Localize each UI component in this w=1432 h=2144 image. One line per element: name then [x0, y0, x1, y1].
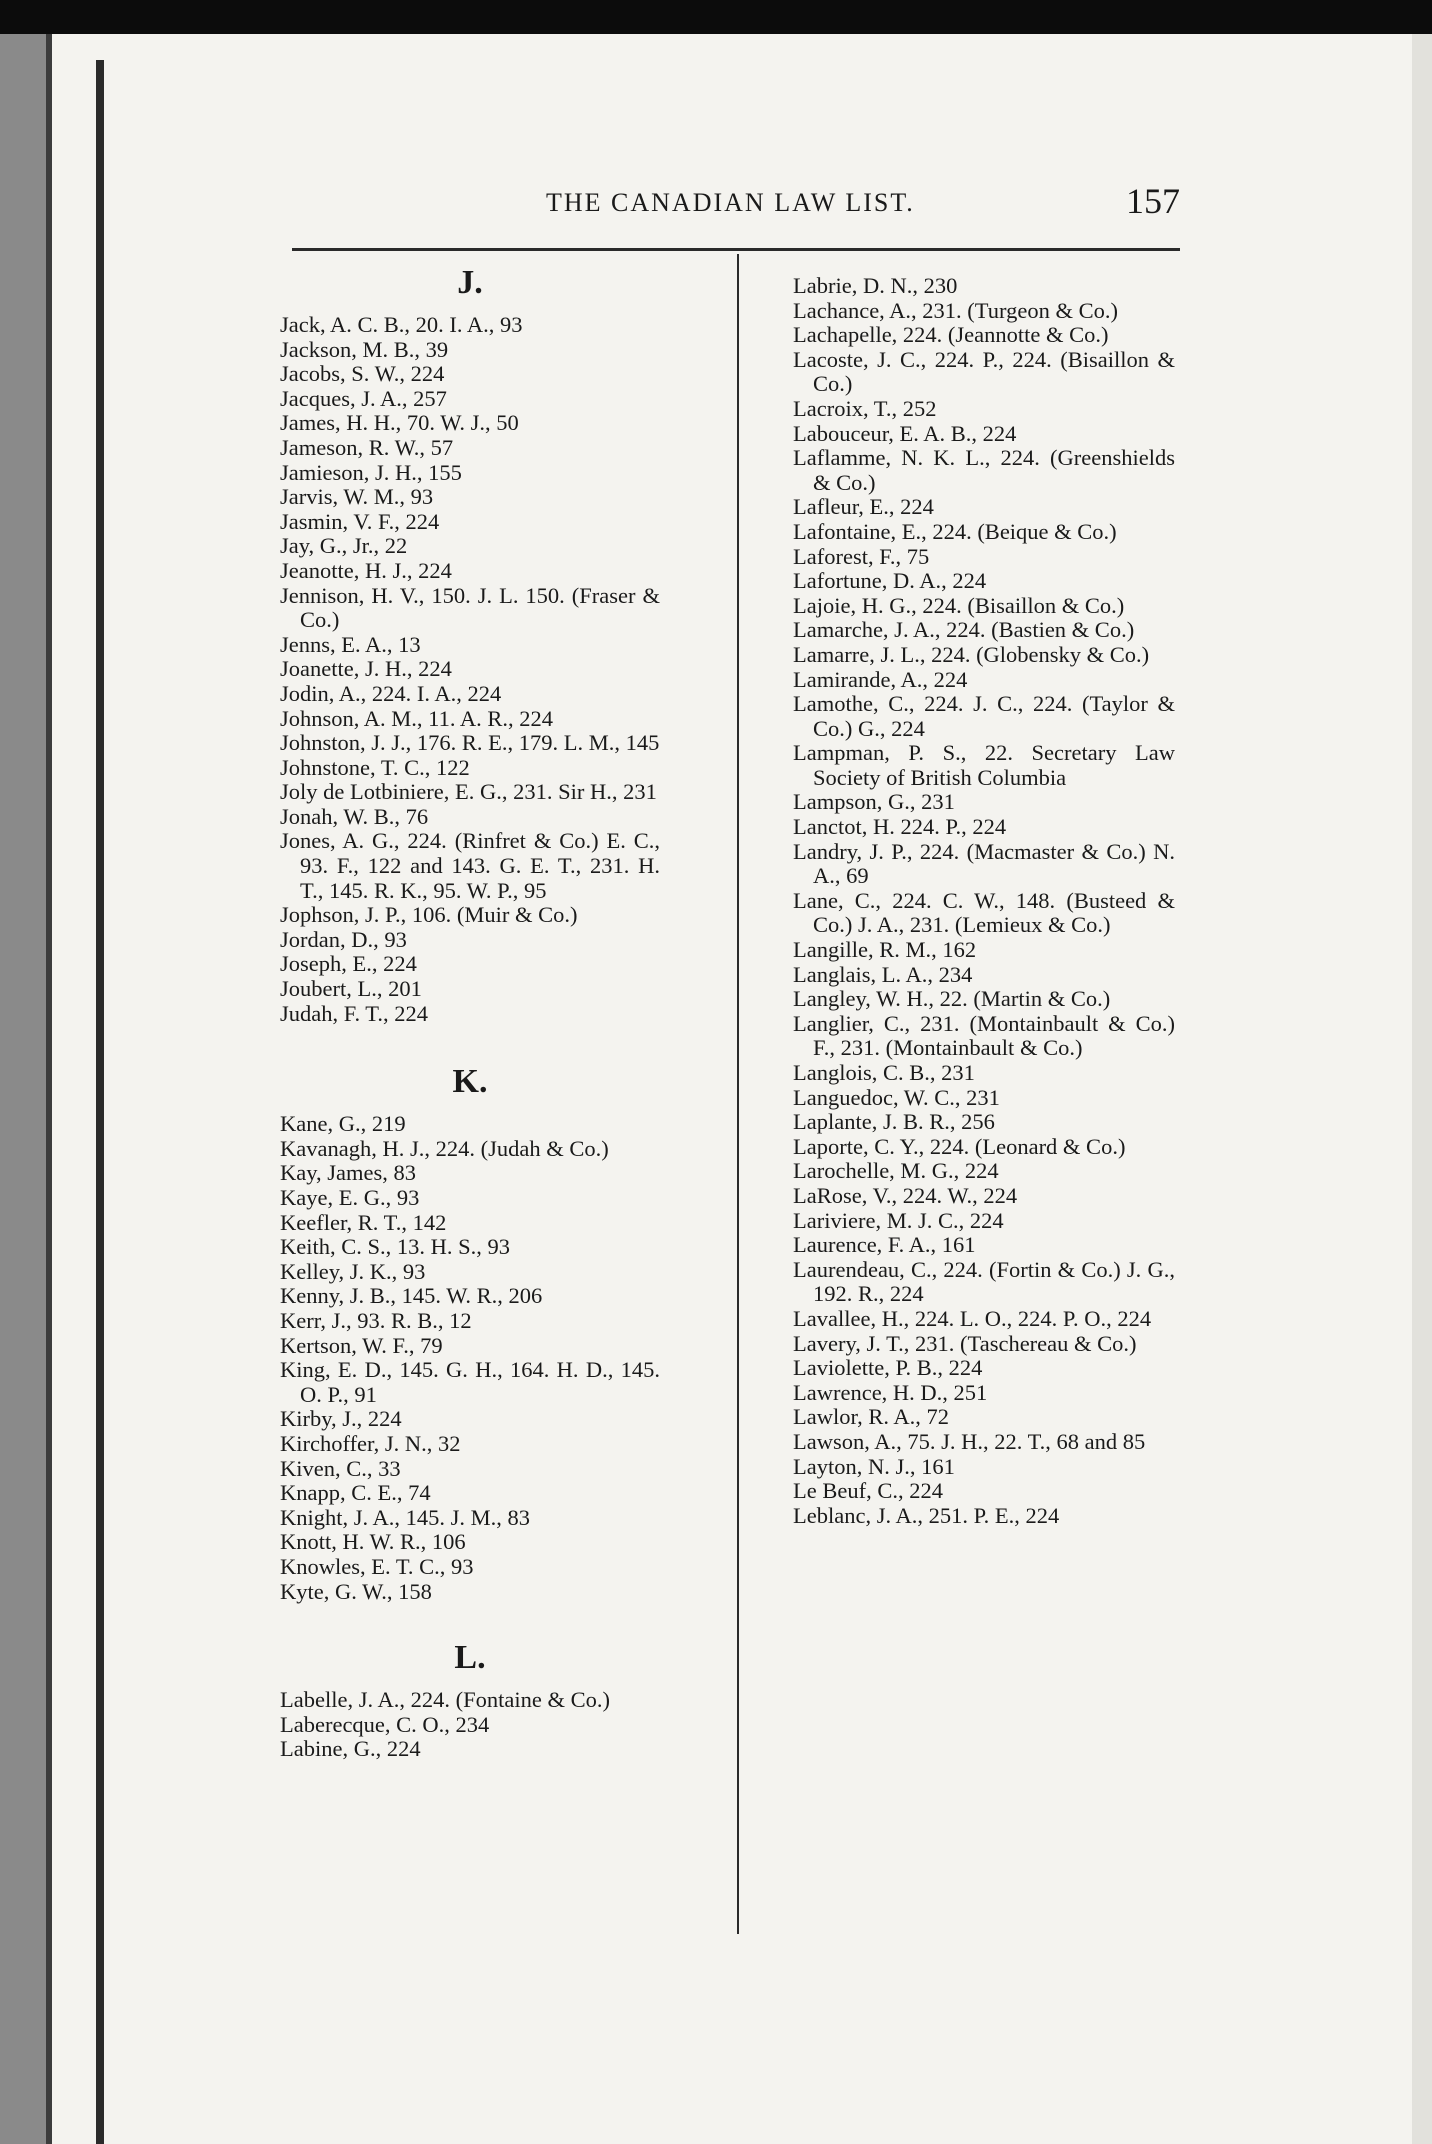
index-entry: Lacroix, T., 252 — [793, 395, 937, 421]
page-number: 157 — [1126, 181, 1180, 221]
index-entry: Langlois, C. B., 231 — [793, 1060, 975, 1085]
index-entry: King, E. D., 145. G. H., 164. H. D., 145. O. P., 91 — [280, 1357, 660, 1407]
index-entry: Joseph, E., 224 — [280, 951, 417, 977]
index-entry: Keefler, R. T., 142 — [280, 1209, 447, 1235]
page-right-shade — [1412, 34, 1432, 2144]
book-spine — [0, 34, 46, 2144]
index-entry: Laplante, J. B. R., 256 — [793, 1109, 995, 1135]
index-entry: Jenns, E. A., 13 — [280, 631, 421, 657]
index-entry: Lariviere, M. J. C., 224 — [793, 1207, 1004, 1233]
index-entry: Jameson, R. W., 57 — [280, 434, 454, 460]
spine-edge — [46, 34, 52, 2144]
index-entry: Kelley, J. K., 93 — [280, 1258, 426, 1284]
index-entry: Laberecque, C. O., 234 — [280, 1711, 490, 1737]
index-entry: Jennison, H. V., 150. J. L. 150. (Fraser & Co.) — [280, 582, 660, 633]
index-entry: Laflamme, N. K. L., 224. (Greenshields & Co.) — [793, 445, 1175, 495]
index-entry: Labouceur, E. A. B., 224 — [793, 420, 1017, 446]
index-entry: Lampson, G., 231 — [793, 789, 955, 815]
header-rule — [292, 248, 1180, 251]
index-entry: Jones, A. G., 224. (Rinfret & Co.) E. C., 93. F., 122 and 143. G. E. T., 231. H. T., 145. R. K., 95. W. P., 95 — [280, 828, 660, 903]
index-entry: Kavanagh, H. J., 224. (Judah & Co.) — [280, 1135, 609, 1161]
index-entry: Joubert, L., 201 — [280, 976, 422, 1002]
index-entry: Jonah, W. B., 76 — [280, 803, 429, 829]
index-entry: Kiven, C., 33 — [280, 1455, 401, 1481]
index-entry: Lachapelle, 224. (Jeannotte & Co.) — [793, 322, 1109, 348]
index-entry: Jackson, M. B., 39 — [280, 336, 449, 362]
index-entry: Knapp, C. E., 74 — [280, 1480, 431, 1506]
index-entry: Lafleur, E., 224 — [793, 494, 934, 520]
index-entry: Le Beuf, C., 224 — [793, 1478, 943, 1504]
index-entry: Johnstone, T. C., 122 — [280, 754, 470, 780]
index-entry: Labine, G., 224 — [280, 1736, 421, 1762]
index-entry: Languedoc, W. C., 231 — [793, 1084, 1000, 1110]
index-entry: Knowles, E. T. C., 93 — [280, 1553, 474, 1579]
index-entry: Judah, F. T., 224 — [280, 1000, 428, 1026]
index-entry: Jordan, D., 93 — [280, 926, 407, 952]
index-entry: Lachance, A., 231. (Turgeon & Co.) — [793, 297, 1118, 323]
column-divider — [737, 254, 739, 1934]
index-entry: Langley, W. H., 22. (Martin & Co.) — [793, 986, 1111, 1012]
index-entry: Langlais, L. A., 234 — [793, 961, 973, 987]
index-entry: Lamothe, C., 224. J. C., 224. (Taylor & Co.) G., 224 — [793, 691, 1175, 741]
index-entry: Kirchoffer, J. N., 32 — [280, 1430, 461, 1456]
index-entry: Lanctot, H. 224. P., 224 — [793, 814, 1007, 840]
section-letter-heading: K. — [452, 1063, 488, 1101]
running-title: THE CANADIAN LAW LIST. — [546, 188, 915, 217]
index-entry: Kane, G., 219 — [280, 1111, 406, 1137]
index-entry: Jodin, A., 224. I. A., 224 — [280, 680, 502, 706]
page-header — [290, 181, 1190, 226]
index-entry: Labrie, D. N., 230 — [793, 273, 958, 298]
index-entry: Laurendeau, C., 224. (Fortin & Co.) J. G., 192. R., 224 — [793, 1256, 1175, 1307]
index-entry: Johnson, A. M., 11. A. R., 224 — [280, 705, 553, 731]
index-entry: Knight, J. A., 145. J. M., 83 — [280, 1504, 531, 1530]
index-entry: Johnston, J. J., 176. R. E., 179. L. M., 145 — [280, 730, 660, 756]
entry-list — [280, 313, 660, 1026]
index-entry: Langille, R. M., 162 — [793, 937, 977, 963]
index-entry: LaRose, V., 224. W., 224 — [793, 1182, 1018, 1208]
entry-list — [280, 1112, 660, 1604]
index-entry: Jeanotte, H. J., 224 — [280, 557, 452, 583]
index-entry: Kyte, G. W., 158 — [280, 1578, 432, 1604]
index-entry: Lane, C., 224. C. W., 148. (Busteed & Co.) J. A., 231. (Lemieux & Co.) — [793, 887, 1175, 938]
index-entry: Larochelle, M. G., 224 — [793, 1158, 999, 1184]
section-letter-heading: J. — [457, 264, 483, 301]
index-entry: Lawson, A., 75. J. H., 22. T., 68 and 85 — [793, 1428, 1146, 1454]
page-gutter-edge — [96, 60, 104, 2144]
index-entry: Kertson, W. F., 79 — [280, 1332, 443, 1358]
index-entry: Jophson, J. P., 106. (Muir & Co.) — [280, 902, 578, 928]
index-entry: Jacobs, S. W., 224 — [280, 361, 445, 387]
index-entry: Kirby, J., 224 — [280, 1406, 402, 1432]
index-entry: Lamirande, A., 224 — [793, 666, 968, 692]
index-entry: Lavery, J. T., 231. (Taschereau & Co.) — [793, 1330, 1137, 1356]
index-entry: Langlier, C., 231. (Montainbault & Co.) F., 231. (Montainbault & Co.) — [793, 1010, 1175, 1061]
index-entry: Kaye, E. G., 93 — [280, 1185, 420, 1210]
entry-list — [280, 1688, 660, 1762]
section-letter-heading: L. — [454, 1639, 486, 1677]
index-entry: Jacques, J. A., 257 — [280, 385, 447, 411]
index-entry: Lawrence, H. D., 251 — [793, 1379, 988, 1405]
index-entry: Laviolette, P. B., 224 — [793, 1355, 983, 1381]
index-entry: Laporte, C. Y., 224. (Leonard & Co.) — [793, 1133, 1126, 1159]
index-entry: Lamarre, J. L., 224. (Globensky & Co.) — [793, 641, 1150, 667]
right-column — [793, 274, 1175, 1528]
index-entry: Lavallee, H., 224. L. O., 224. P. O., 224 — [793, 1305, 1152, 1331]
index-entry: Jasmin, V. F., 224 — [280, 508, 440, 534]
index-entry: Lafontaine, E., 224. (Beique & Co.) — [793, 518, 1117, 544]
left-column — [280, 255, 660, 1762]
index-entry: Joanette, J. H., 224 — [280, 656, 452, 682]
index-entry: Jarvis, W. M., 93 — [280, 484, 434, 510]
index-entry: Jamieson, J. H., 155 — [280, 459, 462, 485]
index-entry: Lamarche, J. A., 224. (Bastien & Co.) — [793, 617, 1135, 643]
index-entry: Lampman, P. S., 22. Secretary Law Society of British Columbia — [793, 740, 1175, 790]
index-entry: Lacoste, J. C., 224. P., 224. (Bisaillon & Co.) — [793, 346, 1175, 397]
index-entry: Lajoie, H. G., 224. (Bisaillon & Co.) — [793, 592, 1125, 618]
index-entry: Leblanc, J. A., 251. P. E., 224 — [793, 1502, 1060, 1528]
index-entry: Lafortune, D. A., 224 — [793, 568, 987, 594]
index-entry: Kay, James, 83 — [280, 1160, 417, 1186]
index-entry: Layton, N. J., 161 — [793, 1453, 955, 1479]
index-entry: Joly de Lotbiniere, E. G., 231. Sir H., 231 — [280, 779, 657, 805]
scan-top-border — [0, 0, 1432, 34]
index-entry: Labelle, J. A., 224. (Fontaine & Co.) — [280, 1687, 610, 1713]
index-entry: Keith, C. S., 13. H. S., 93 — [280, 1234, 511, 1260]
index-entry: Kerr, J., 93. R. B., 12 — [280, 1307, 472, 1333]
index-entry: Kenny, J. B., 145. W. R., 206 — [280, 1283, 543, 1309]
index-entry: Laurence, F. A., 161 — [793, 1232, 976, 1258]
index-entry: Laforest, F., 75 — [793, 543, 930, 569]
index-entry: Knott, H. W. R., 106 — [280, 1529, 466, 1555]
index-entry: Jay, G., Jr., 22 — [280, 533, 408, 559]
index-entry: Lawlor, R. A., 72 — [793, 1404, 949, 1430]
index-entry: James, H. H., 70. W. J., 50 — [280, 410, 519, 436]
index-entry: Landry, J. P., 224. (Macmaster & Co.) N. A., 69 — [793, 838, 1175, 889]
index-entry: Jack, A. C. B., 20. I. A., 93 — [280, 312, 523, 337]
